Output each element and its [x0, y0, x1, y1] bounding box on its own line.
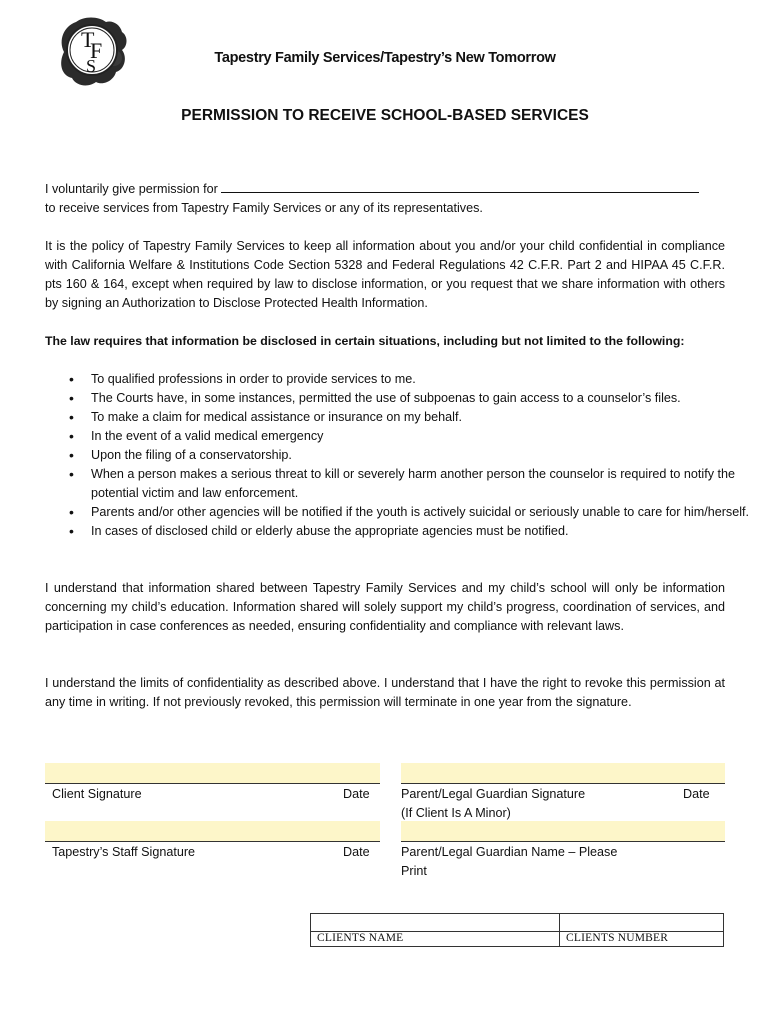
- date-label: Date: [343, 787, 370, 801]
- guardian-name-label-continued: Print: [401, 864, 427, 878]
- permission-prefix: I voluntarily give permission for: [45, 182, 218, 196]
- disclosure-list: [45, 370, 770, 541]
- guardian-minor-note: (If Client Is A Minor): [401, 806, 511, 820]
- school-paragraph: I understand that information shared between Tapestry Family Services and my child’s school will only be information concerning my child’s education. Information shared will solely support my child’s progress, coordination of services, and participation in case conferences as needed, ensuring confidentiality and compliance with relevant laws.: [45, 581, 725, 633]
- signature-line: [401, 783, 725, 784]
- signature-line: [45, 841, 380, 842]
- list-item: • The Courts have, in some instances, permitted the use of subpoenas to gain access to a counselor’s files.: [91, 389, 770, 408]
- guardian-signature-field[interactable]: [401, 763, 725, 783]
- svg-text:S: S: [86, 56, 97, 76]
- client-info-table: [310, 913, 724, 947]
- client-info-input-row[interactable]: [311, 914, 723, 932]
- list-item: • To make a claim for medical assistance or insurance on my behalf.: [91, 408, 770, 427]
- guardian-name-field[interactable]: [401, 821, 725, 841]
- client-signature-label: Client Signature: [52, 787, 142, 801]
- limits-paragraph: I understand the limits of confidentiality as described above. I understand that I have the right to revoke this permission at any time in writing. If not previously revoked, this permission will terminate in one year from the signature.: [45, 676, 725, 709]
- signature-line: [401, 841, 725, 842]
- policy-paragraph: It is the policy of Tapestry Family Services to keep all information about you and/or your child confidential in compliance with California Welfare & Institutions Code Section 5328 and Federal Regulations 42 C.F.R. Part 2 and HIPAA 45 C.F.R. pts 160 & 164, except when required by law to disclose information, or you request that we share information with others by signing an Authorization to Disclose Protected Health Information.: [45, 239, 725, 310]
- permission-suffix: to receive services from Tapestry Family Services or any of its representatives.: [45, 201, 483, 215]
- organization-title: Tapestry Family Services/Tapestry’s New Tomorrow: [214, 50, 556, 66]
- permission-statement: [45, 180, 725, 218]
- list-item: • In the event of a valid medical emergency: [91, 427, 770, 446]
- client-name-blank-field[interactable]: [221, 180, 699, 193]
- svg-text:F: F: [90, 38, 103, 63]
- clients-number-label: CLIENTS NUMBER: [566, 932, 669, 944]
- document-title: PERMISSION TO RECEIVE SCHOOL-BASED SERVICES: [181, 107, 589, 124]
- list-item: • To qualified professions in order to provide services to me.: [91, 370, 770, 389]
- table-divider: [559, 914, 560, 946]
- list-item: • Upon the filing of a conservatorship.: [91, 446, 770, 465]
- list-item: • When a person makes a serious threat to kill or severely harm another person the counselor is required to notify the potential victim and law enforcement.: [91, 465, 770, 503]
- staff-signature-field[interactable]: [45, 821, 380, 841]
- date-label: Date: [343, 845, 370, 859]
- list-item: • In cases of disclosed child or elderly abuse the appropriate agencies must be notified.: [91, 522, 770, 541]
- guardian-signature-label: Parent/Legal Guardian Signature: [401, 787, 586, 801]
- signature-line: [45, 783, 380, 784]
- svg-text:T: T: [81, 27, 95, 52]
- date-label: Date: [683, 787, 710, 801]
- list-item: • Parents and/or other agencies will be notified if the youth is actively suicidal or seriously unable to care for him/herself.: [91, 503, 770, 522]
- clients-name-label: CLIENTS NAME: [317, 932, 404, 944]
- staff-signature-label: Tapestry’s Staff Signature: [52, 845, 196, 859]
- law-heading: The law requires that information be disclosed in certain situations, including but not limited to the following:: [45, 334, 685, 348]
- guardian-name-label: Parent/Legal Guardian Name – Please: [401, 845, 618, 859]
- client-signature-field[interactable]: [45, 763, 380, 783]
